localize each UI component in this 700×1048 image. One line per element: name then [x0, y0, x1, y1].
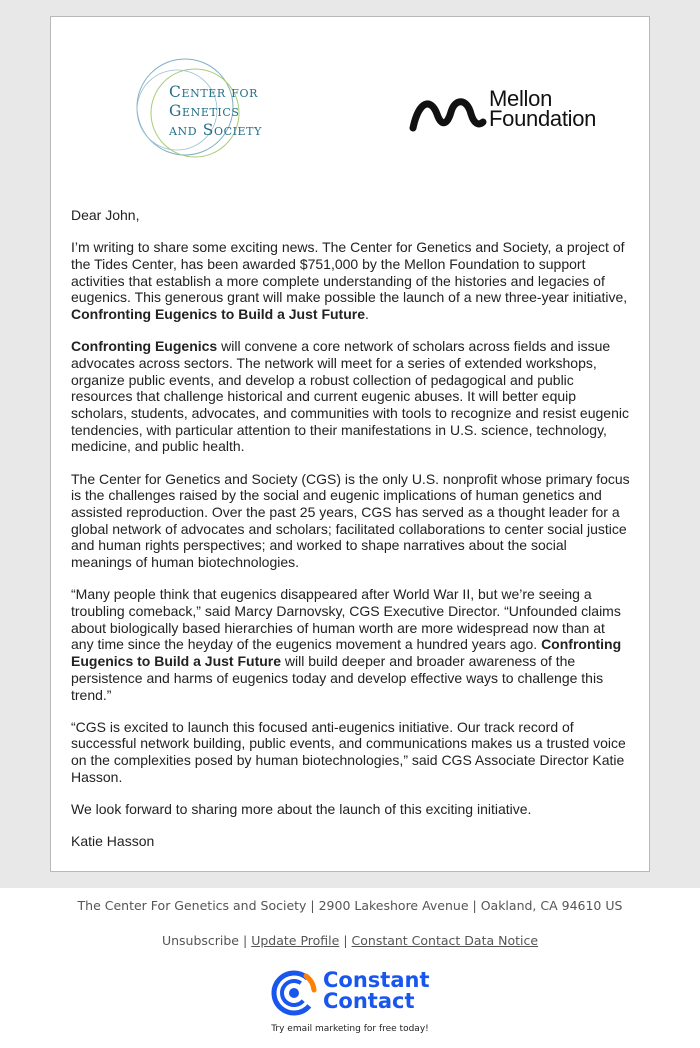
- email-card: [50, 16, 650, 872]
- cc-tagline[interactable]: Try email marketing for free today!: [271, 1024, 429, 1034]
- paragraph-3: The Center for Genetics and Society (CGS) is the only U.S. nonprofit whose primary focus is the challenges raised by the social and eugenic implications of human genetics and assisted reproduction. Over the past 25 years, CGS has served as a thought leader for a global network of advocates and scholars; facilitated collaborations to center social justice and human rights perspectives; and worked to shape narratives about the social meanings of human biotechnologies.: [71, 470, 630, 571]
- data-notice-link[interactable]: Constant Contact Data Notice: [351, 933, 539, 948]
- initiative-name: Confronting Eugenics to Build a Just Future: [71, 306, 365, 323]
- mellon-logo[interactable]: [489, 86, 597, 131]
- cgs-logo-line2: Genetics: [169, 102, 240, 120]
- cgs-logo-line1: Center for: [169, 83, 259, 101]
- header-logos: [51, 17, 651, 197]
- cgs-logo-line3: and Society: [169, 121, 262, 139]
- cc-logo-line2: Contact: [323, 989, 415, 1013]
- mellon-logo-line1: Mellon: [489, 86, 553, 111]
- paragraph-4: “Many people think that eugenics disappeared after World War II, but we’re seeing a troubling comeback,” said Marcy Darnovsky, CGS Executive Director. “Unfounded claims about biologically based hierarchies of human worth are more widespread now than at any time since the heyday of the eugenics movement a hundred years ago. Confronting Eugenics to Build a Just Future will build deeper and broader awareness of the persistence and harms of eugenics today and develop effective ways to challenge this trend.”: [71, 586, 622, 703]
- letter-body: [71, 207, 631, 866]
- footer: [0, 888, 700, 1048]
- footer-links: [0, 933, 700, 948]
- initiative-name: Confronting Eugenics to Build a Just Future: [71, 636, 622, 670]
- cc-logo-line1: Constant: [323, 968, 430, 992]
- update-profile-link[interactable]: Update Profile: [251, 933, 340, 948]
- cgs-logo[interactable]: [169, 83, 262, 140]
- unsubscribe-link[interactable]: Unsubscribe: [161, 933, 240, 948]
- link-separator: |: [243, 933, 248, 948]
- paragraph-5: “CGS is excited to launch this focused anti-eugenics initiative. Our track record of successful network building, public events, and communications makes us a trusted voice on the complexities posed by human biotechnologies,” said CGS Associate Director Katie Hasson.: [71, 718, 626, 785]
- paragraph-2: Confronting Eugenics will convene a core network of scholars across fields and issue advocates across sectors. The network will meet for a series of extended workshops, organize public events, and develop a robust collection of pedagogical and public resources that challenge historical and current eugenic abuses. It will better equip scholars, students, advocates, and communities with tools to recognize and resist eugenic tendencies, with particular attention to their manifestations in U.S. science, technology, medicine, and public health.: [71, 338, 629, 455]
- constant-contact-logo[interactable]: [323, 970, 430, 1012]
- link-separator: |: [343, 933, 348, 948]
- initiative-short-name: Confronting Eugenics: [71, 338, 218, 355]
- footer-address: The Center For Genetics and Society | 2900 Lakeshore Avenue | Oakland, CA 94610 US: [77, 898, 623, 913]
- mellon-logo-line2: Foundation: [489, 106, 597, 131]
- paragraph-6: We look forward to sharing more about the launch of this exciting initiative.: [71, 801, 532, 818]
- paragraph-1: I’m writing to share some exciting news. The Center for Genetics and Society, a project of the Tides Center, has been awarded $751,000 by the Mellon Foundation to support activities that establish a more complete understanding of the histories and legacies of eugenics. This generous grant will make possible the launch of a new three-year initiative, Confronting Eugenics to Build a Just Future.: [71, 239, 628, 323]
- greeting: Dear John,: [71, 207, 140, 223]
- signature: Katie Hasson: [71, 833, 155, 850]
